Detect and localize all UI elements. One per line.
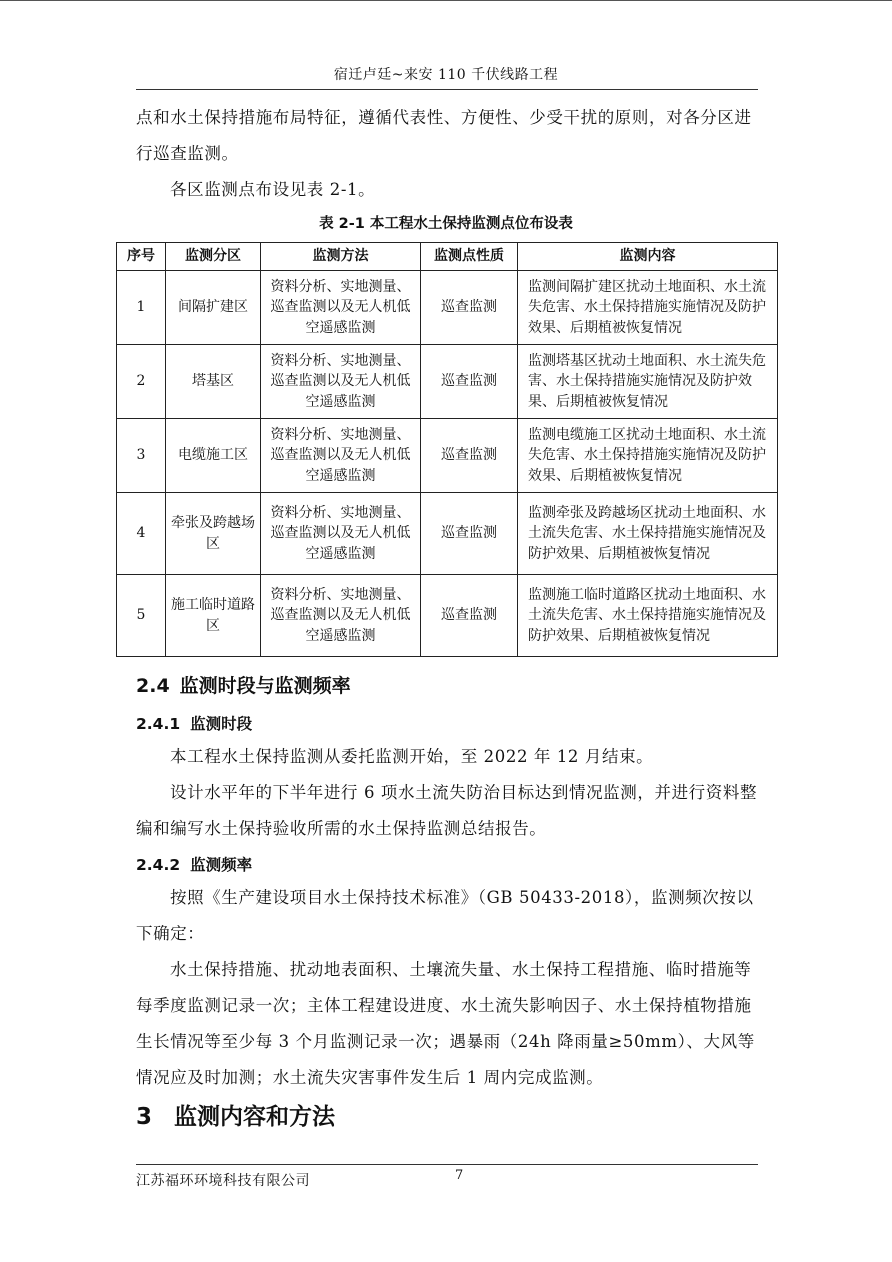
monitoring-period-paragraph-2: 设计水平年的下半年进行 6 项水土流失防治目标达到情况监测，并进行资料整编和编写水土保持验收所需的水土保持监测总结报告。 bbox=[136, 783, 758, 838]
subsection-number: 2.4.1 bbox=[136, 715, 181, 733]
row-content: 监测电缆施工区扰动土地面积、水土流失危害、水土保持措施实施情况及防护效果、后期植被恢复情况 bbox=[518, 419, 778, 493]
section-title: 监测时段与监测频率 bbox=[179, 675, 351, 697]
row-method: 资料分析、实地测量、巡查监测以及无人机低空遥感监测 bbox=[261, 271, 421, 345]
subsection-title: 监测时段 bbox=[190, 715, 253, 733]
row-method: 资料分析、实地测量、巡查监测以及无人机低空遥感监测 bbox=[261, 575, 421, 657]
footer-divider bbox=[136, 1164, 758, 1165]
monitoring-points-table bbox=[116, 242, 778, 657]
subsection-2-4-1-heading bbox=[136, 712, 252, 734]
header-divider bbox=[136, 89, 758, 90]
intro-paragraph-2: 各区监测点布设见表 2-1。 bbox=[170, 180, 376, 199]
row-no: 1 bbox=[117, 271, 166, 345]
chapter-3-heading bbox=[136, 1098, 335, 1131]
row-method: 资料分析、实地测量、巡查监测以及无人机低空遥感监测 bbox=[261, 493, 421, 575]
row-no: 4 bbox=[117, 493, 166, 575]
row-content: 监测间隔扩建区扰动土地面积、水土流失危害、水土保持措施实施情况及防护效果、后期植被恢复情况 bbox=[518, 271, 778, 345]
monitoring-frequency-paragraph-1: 按照《生产建设项目水土保持技术标准》（GB 50433-2018），监测频次按以下确定： bbox=[136, 888, 754, 943]
row-zone: 电缆施工区 bbox=[166, 419, 261, 493]
header-zone: 监测分区 bbox=[166, 243, 261, 271]
row-zone: 间隔扩建区 bbox=[166, 271, 261, 345]
row-point-type: 巡查监测 bbox=[421, 271, 518, 345]
row-no: 2 bbox=[117, 345, 166, 419]
monitoring-frequency-paragraph-2: 水土保持措施、扰动地表面积、土壤流失量、水土保持工程措施、临时措施等每季度监测记录一次；主体工程建设进度、水土流失影响因子、水土保持植物措施生长情况等至少每 3 个月监测记录一次；遇暴雨（24h 降雨量≥50mm）、大风等情况应及时加测；水土流失灾害事件发生后 1 周内完成监测。 bbox=[136, 960, 755, 1087]
row-content: 监测牵张及跨越场区扰动土地面积、水土流失危害、水土保持措施实施情况及防护效果、后期植被恢复情况 bbox=[518, 493, 778, 575]
section-2-4-heading bbox=[136, 671, 351, 698]
row-zone: 施工临时道路区 bbox=[166, 575, 261, 657]
page-number: 7 bbox=[455, 1168, 464, 1183]
row-content: 监测塔基区扰动土地面积、水土流失危害、水土保持措施实施情况及防护效果、后期植被恢复情况 bbox=[518, 345, 778, 419]
row-point-type: 巡查监测 bbox=[421, 575, 518, 657]
chapter-title: 监测内容和方法 bbox=[174, 1104, 336, 1130]
subsection-2-4-2-heading bbox=[136, 853, 252, 875]
row-zone: 塔基区 bbox=[166, 345, 261, 419]
row-point-type: 巡查监测 bbox=[421, 493, 518, 575]
row-point-type: 巡查监测 bbox=[421, 345, 518, 419]
table-row bbox=[117, 419, 778, 493]
running-header-title: 宿迁卢廷~来安 110 千伏线路工程 bbox=[333, 67, 559, 83]
page-top-border bbox=[0, 0, 892, 1]
monitoring-period-paragraph-1: 本工程水土保持监测从委托监测开始，至 2022 年 12 月结束。 bbox=[170, 747, 654, 766]
section-number: 2.4 bbox=[136, 675, 170, 697]
row-zone: 牵张及跨越场区 bbox=[166, 493, 261, 575]
subsection-number: 2.4.2 bbox=[136, 856, 181, 874]
subsection-title: 监测频率 bbox=[190, 856, 253, 874]
row-no: 5 bbox=[117, 575, 166, 657]
table-row bbox=[117, 271, 778, 345]
row-method: 资料分析、实地测量、巡查监测以及无人机低空遥感监测 bbox=[261, 345, 421, 419]
row-method: 资料分析、实地测量、巡查监测以及无人机低空遥感监测 bbox=[261, 419, 421, 493]
header-point-type: 监测点性质 bbox=[421, 243, 518, 271]
header-method: 监测方法 bbox=[261, 243, 421, 271]
table-caption: 表 2-1 本工程水土保持监测点位布设表 bbox=[319, 216, 573, 232]
table-row bbox=[117, 575, 778, 657]
header-content: 监测内容 bbox=[518, 243, 778, 271]
header-no: 序号 bbox=[117, 243, 166, 271]
table-row bbox=[117, 493, 778, 575]
chapter-number: 3 bbox=[136, 1104, 153, 1130]
row-no: 3 bbox=[117, 419, 166, 493]
intro-paragraph-1: 点和水土保持措施布局特征，遵循代表性、方便性、少受干扰的原则，对各分区进行巡查监测。 bbox=[136, 108, 752, 163]
table-row bbox=[117, 345, 778, 419]
row-content: 监测施工临时道路区扰动土地面积、水土流失危害、水土保持措施实施情况及防护效果、后期植被恢复情况 bbox=[518, 575, 778, 657]
row-point-type: 巡查监测 bbox=[421, 419, 518, 493]
table-header-row bbox=[117, 243, 778, 271]
footer-company-name: 江苏福环环境科技有限公司 bbox=[136, 1173, 310, 1189]
